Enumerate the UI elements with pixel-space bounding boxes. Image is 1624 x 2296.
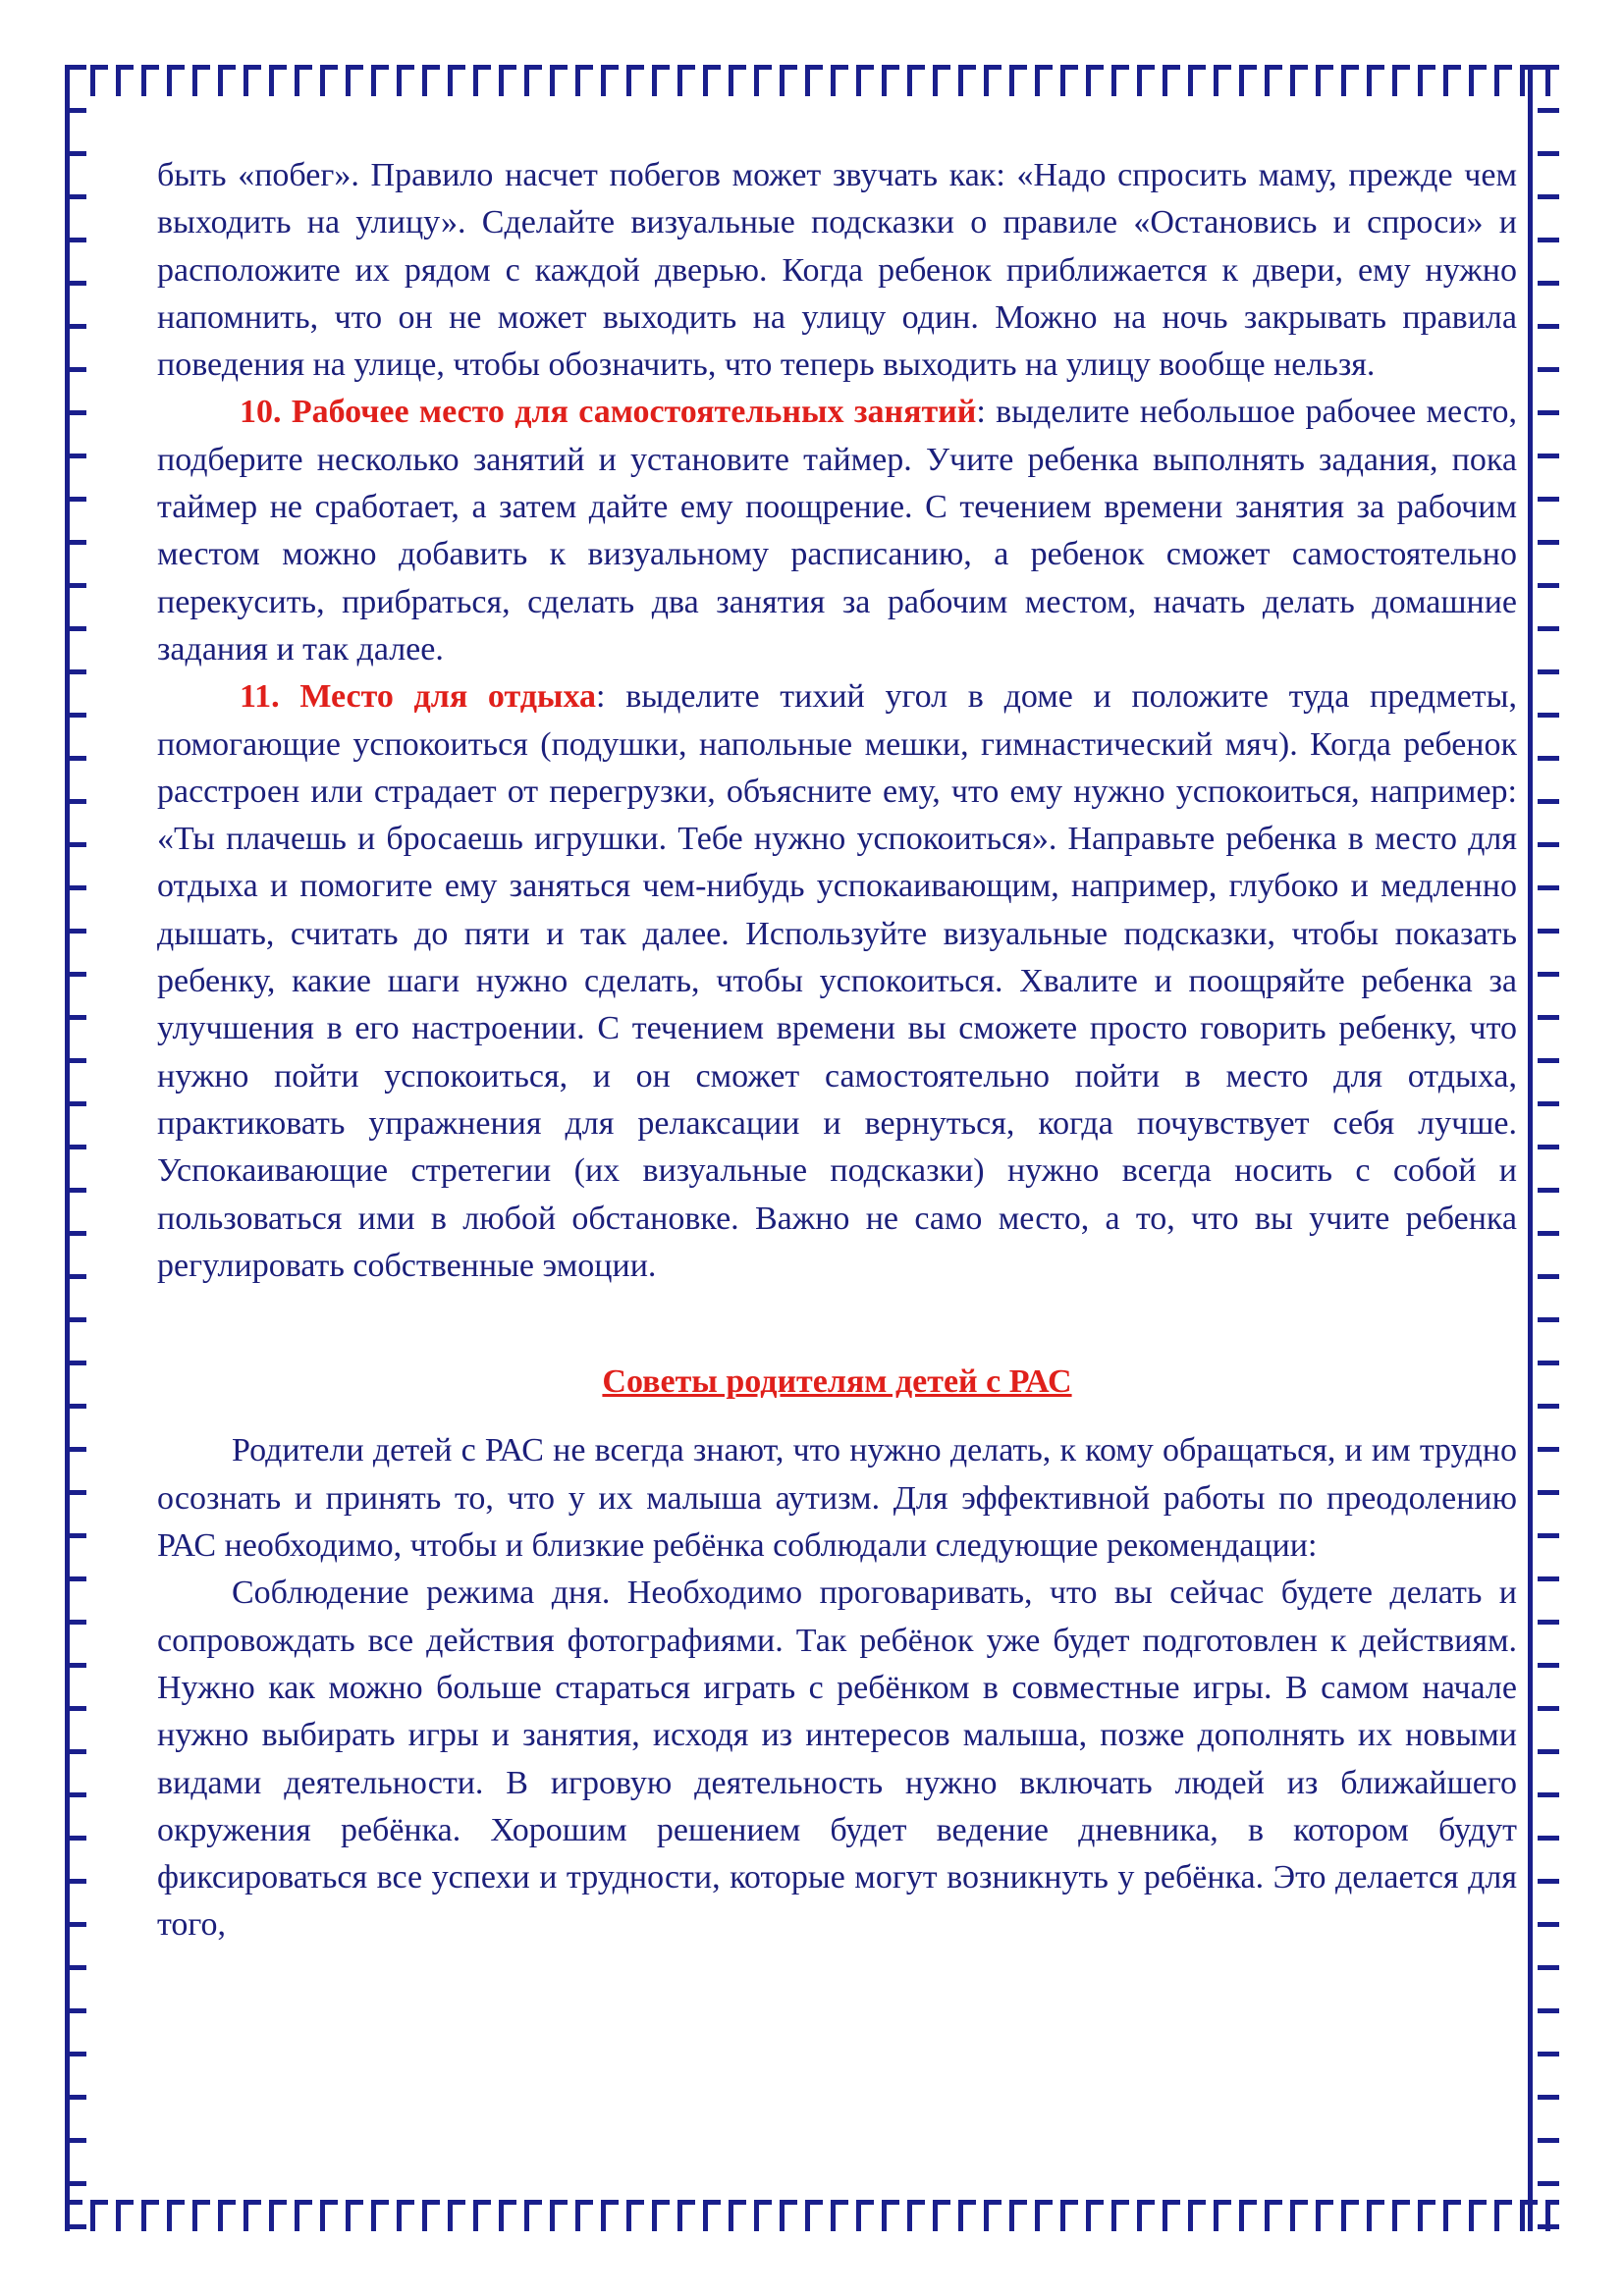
border-right (1528, 65, 1559, 2231)
paragraph-intro: Родители детей с РАС не всегда знают, что нужно делать, к кому обращаться, и им трудно осознать и принять то, что у их малыша аутизм. Для эффективной работы по преодолению РАС необходимо, чтобы и близкие ребёнка соблюдали следующие рекомендации: (157, 1432, 1517, 1565)
item-11-text: : выделите тихий угол в доме и положите туда предметы, помогающие успокоиться (подушки, напольные мешки, гимнастический мяч). Когда ребенок расстроен или страдает от перегрузки, объясните ему, что ему нужно успокоиться, например: «Ты плачешь и бросаешь игрушки. Тебе нужно успокоиться». Направьте ребенка в место для отдыха и помогите ему заняться чем-нибудь успокаивающим, например, глубоко и медленно дышать, считать до пяти и так далее. Используйте визуальные подсказки, чтобы показать ребенку, какие шаги нужно сделать, чтобы успокоиться. Хвалите и поощряйте ребенка за улучшения в его настроении. С течением времени вы сможете просто говорить ребенку, что нужно пойти успокоиться, и он сможет самостоятельно пойти в место для отдыха, практиковать упражнения для релаксации и вернуться, когда почувствует себя лучше. Успокаивающие стретегии (их визуальные подсказки) нужно всегда носить с собой и пользоваться ими в любой обстановке. Важно не само место, а то, что вы учите ребенка регулировать собственные эмоции. (157, 678, 1517, 1284)
document-body (157, 152, 1517, 1949)
paragraph-daily-routine: Соблюдение режима дня. Необходимо проговаривать, что вы сейчас будете делать и сопровождать все действия фотографиями. Так ребёнок уже будет подготовлен к действиям. Нужно как можно больше стараться играть с ребёнком в совместные игры. В самом начале нужно выбирать игры и занятия, исходя из интересов малыша, позже дополнять их новыми видами деятельности. В игровую деятельность нужно включать людей из ближайшего окружения ребёнка. Хорошим решением будет ведение дневника, в котором будут фиксироваться все успехи и трудности, которые могут возникнуть у ребёнка. Это делается для того, (157, 1575, 1517, 1944)
border-bottom (65, 2200, 1559, 2231)
item-rest-place (157, 673, 1517, 1290)
section-heading: Советы родителям детей с РАС (602, 1363, 1072, 1401)
border-left (65, 65, 96, 2231)
item-11-title: 11. Место для отдыха (240, 678, 597, 716)
paragraph-escape-rule: быть «побег». Правило насчет побегов может звучать как: «Надо спросить маму, прежде чем выходить на улицу». Сделайте визуальные подсказки о правиле «Остановись и спроси» и расположите их рядом с каждой дверью. Когда ребенок приближается к двери, ему нужно напомнить, что он не может выходить на улицу один. Можно на ночь закрывать правила поведения на улице, чтобы обозначить, что теперь выходить на улицу вообще нельзя. (157, 157, 1517, 384)
border-top (65, 65, 1559, 96)
item-10-text: : выделите небольшое рабочее место, подберите несколько занятий и установите таймер. Учите ребенка выполнять задания, пока таймер не сработает, а затем дайте ему поощрение. С течением времени занятия за рабочим местом можно добавить к визуальному расписанию, а ребенок сможет самостоятельно перекусить, прибраться, сделать два занятия за рабочим местом, начать делать домашние задания и так далее. (157, 394, 1517, 667)
item-work-place (157, 389, 1517, 673)
item-10-title: 10. Рабочее место для самостоятельных занятий (240, 394, 977, 431)
